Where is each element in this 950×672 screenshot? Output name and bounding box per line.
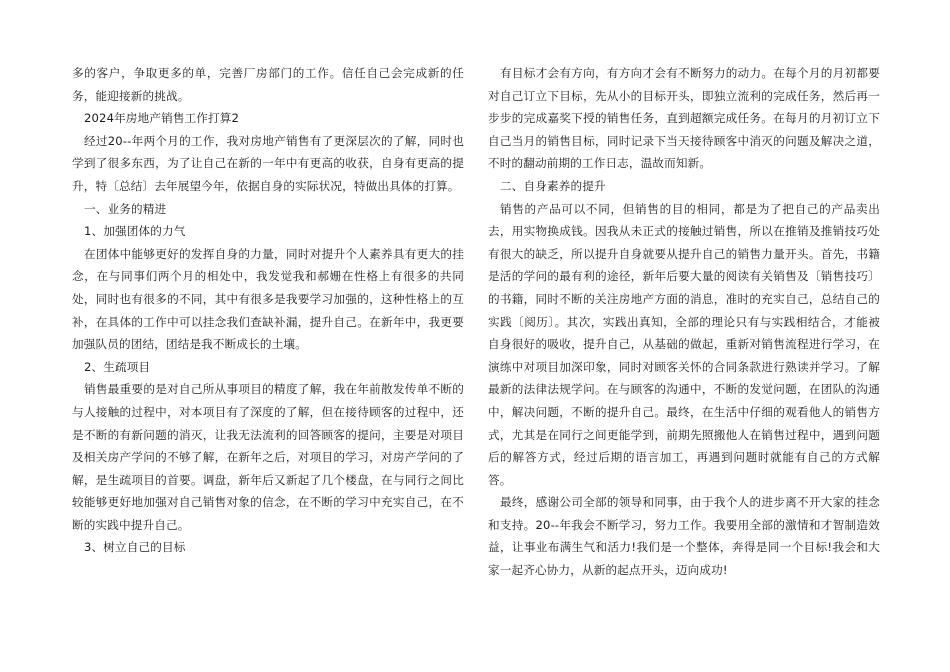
- paragraph-intro: 经过20--年两个月的工作，我对房地产销售有了更深层次的了解，同时也学到了很多东西，为了让自己在新的一年中有更高的收获，自身有更高的提升，特〔总结〕去年展望今年，依据自身的实际状况，特做出具体的打算。: [72, 133, 464, 193]
- section-heading-self-improvement: 二、自身素养的提升: [500, 178, 606, 193]
- paragraph-continuation: 多的客户，争取更多的单，完善厂房部门的工作。信任自己会完成新的任务，能迎接新的挑战。: [72, 66, 464, 103]
- section-heading-business: 一、业务的精进: [84, 201, 167, 216]
- paragraph-teamwork: 在团体中能够更好的发挥自身的力量，同时对提升个人素养具有更大的挂念，在与同事们两个月的相处中，我发觉我和郝姗在性格上有很多的共同处，同时也有很多的不同，其中有很多是我要学习加强的，这种性格上的互补，在具体的工作中可以挂念我们查缺补漏，提升自己。在新年中，我更要加强队员的团结，团结是我不断成长的土壤。: [72, 246, 464, 352]
- left-column: [72, 62, 464, 559]
- paragraph-project: 销售最重要的是对自己所从事项目的精度了解，我在年前散发传单不断的与人接触的过程中，对本项目有了深度的了解，但在接待顾客的过程中，还是不断的有新问题的消灭，让我无法流利的回答顾客的提问，主要是对项目及相关房产学问的不够了解，在新年之后，对项目的学习，对房产学问的了解，是生疏项目的首要。调盘，新年后又新起了几个楼盘，在与同行之间比较能够更好地加强对自己销售对象的信念，在不断的学习中充实自己，在不断的实践中提升自己。: [72, 382, 464, 532]
- subheading-teamwork: 1、加强团体的力气: [84, 224, 186, 239]
- subheading-goals: 3、树立自己的目标: [84, 540, 186, 555]
- right-column: [488, 62, 880, 582]
- document-title: 2024年房地产销售工作打算2: [84, 111, 240, 126]
- subheading-project: 2、生疏项目: [84, 359, 151, 374]
- paragraph-goals: 有目标才会有方向，有方向才会有不断努力的动力。在每个月的月初都要对自己订立下目标，先从小的目标开头，即独立流利的完成任务，然后再一步步的完成嘉奖下授的销售任务，直到超额完成任务。在每月的月初订立下自己当月的销售目标，同时记录下当天接待顾客中消灭的问题及解决之道，不时的翻动前期的工作日志，温故而知新。: [488, 66, 880, 171]
- paragraph-closing: 最终，感谢公司全部的领导和同事，由于我个人的进步离不开大家的挂念和支持。20--年我会不断学习，努力工作。我要用全部的激情和才智制造效益，让事业布满生气和活力!我们是一个整体，奔得是同一个目标!我会和大家一起齐心协力，从新的起点开头，迈向成功!: [488, 495, 880, 578]
- paragraph-self-improvement: 销售的产品可以不同，但销售的目的相同，都是为了把自己的产品卖出去，用实物换成钱。因我从未正式的接触过销售，所以在推销及推销技巧处有很大的缺乏，所以提升自身就要从提升自己的销售力量开头。首先，书籍是活的学问的最有利的途径，新年后要大量的阅读有关销售及〔销售技巧〕的书籍，同时不断的关注房地产方面的消息，准时的充实自己，总结自己的实践〔阅历〕。其次，实践出真知，全部的理论只有与实践相结合，才能被自身很好的吸收，提升自己，从基础的做起，重新对销售流程进行学习，在演练中对项目加深印象，同时对顾客关怀的合同条款进行熟读并学习。了解最新的法律法规学问。在与顾客的沟通中，不断的发觉问题，在团队的沟通中，解决问题，不断的提升自己。最终，在生活中仔细的观看他人的销售方式，尤其是在同行之间更能学到，前期先照搬他人在销售过程中，遇到问题后的解答方式，经过后期的语言加工，再遇到问题时就能有自己的方式解答。: [488, 201, 880, 487]
